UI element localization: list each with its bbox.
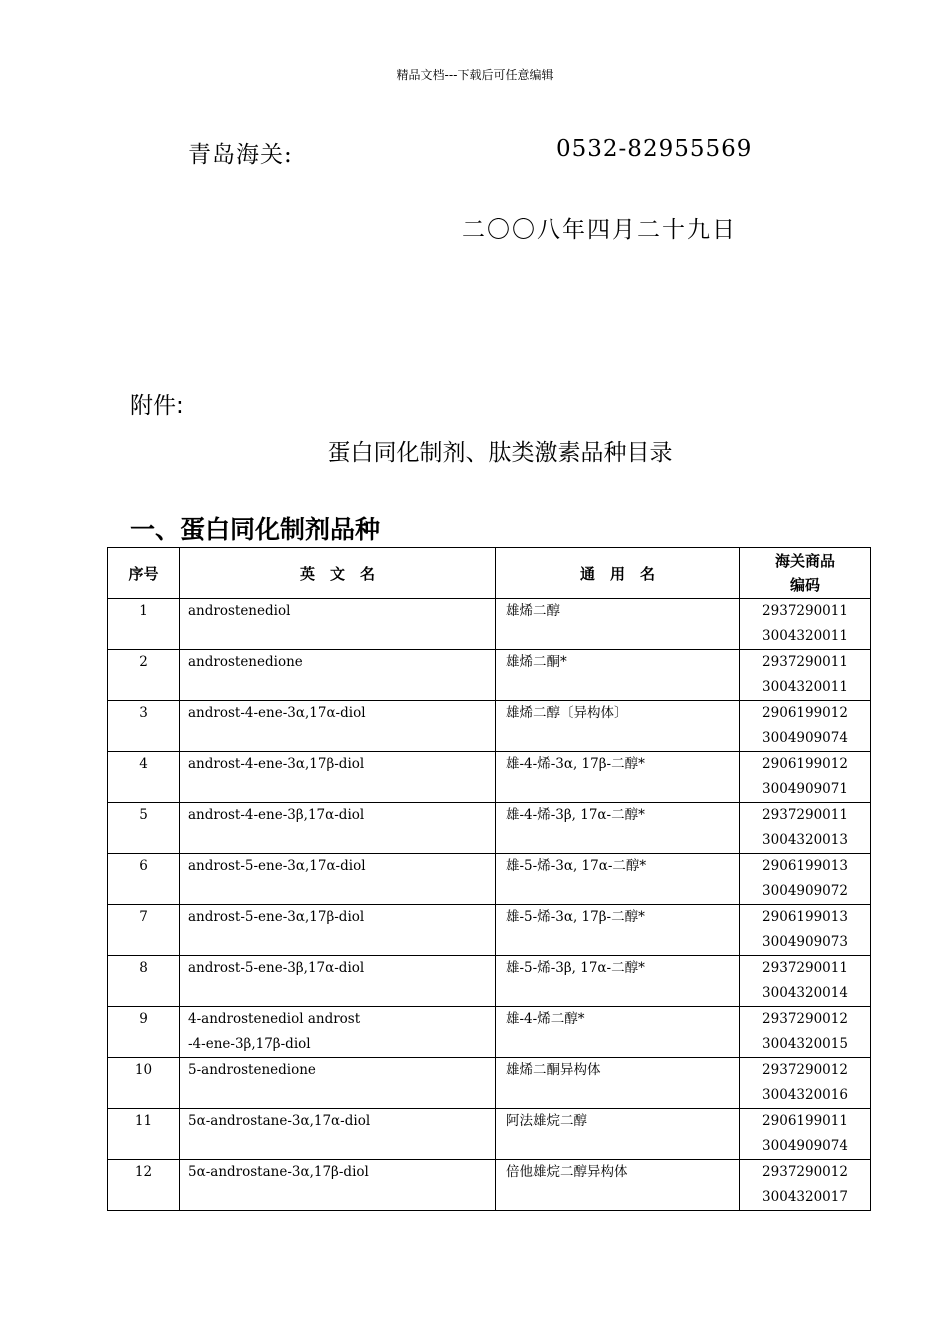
- common-name: 雄-4-烯-3β, 17α-二醇*: [496, 803, 740, 854]
- common-name: 倍他雄烷二醇异构体: [496, 1160, 740, 1211]
- customs-code-1: 2937290012: [762, 1062, 848, 1078]
- customs-code-1: 2906199013: [762, 858, 848, 874]
- english-name-line1: androstenedione: [188, 654, 303, 670]
- english-name-line1: androst-4-ene-3α,17α-diol: [188, 705, 366, 721]
- customs-code-2: 3004909074: [762, 730, 848, 746]
- customs-phone: 0532-82955569: [556, 136, 753, 162]
- customs-code-2: 3004320011: [762, 679, 848, 695]
- row-number: 12: [108, 1160, 180, 1211]
- common-name: 阿法雄烷二醇: [496, 1109, 740, 1160]
- row-number: 9: [108, 1007, 180, 1058]
- header-no: 序号: [108, 548, 180, 599]
- row-number: 4: [108, 752, 180, 803]
- english-name: [180, 1160, 496, 1211]
- document-title: 蛋白同化制剂、肽类激素品种目录: [327, 440, 673, 466]
- customs-code-2: 3004909074: [762, 1138, 848, 1154]
- english-name-line1: androst-4-ene-3α,17β-diol: [188, 756, 365, 772]
- common-name: 雄烯二酮异构体: [496, 1058, 740, 1109]
- customs-codes: [740, 599, 871, 650]
- table-row: [108, 854, 871, 905]
- english-name-line1: 4-androstenediol androst: [188, 1011, 361, 1027]
- row-number: 10: [108, 1058, 180, 1109]
- customs-codes: [740, 1007, 871, 1058]
- row-number: 5: [108, 803, 180, 854]
- table-row: [108, 599, 871, 650]
- header-code-line1: 海关商品: [774, 552, 835, 570]
- common-name: 雄烯二醇: [496, 599, 740, 650]
- table-row: [108, 650, 871, 701]
- common-name: 雄-4-烯二醇*: [496, 1007, 740, 1058]
- customs-code-2: 3004909073: [762, 934, 848, 950]
- english-name: [180, 1058, 496, 1109]
- customs-codes: [740, 956, 871, 1007]
- page-header-note: 精品文档---下载后可任意编辑: [396, 68, 554, 82]
- table-row: [108, 752, 871, 803]
- english-name: [180, 905, 496, 956]
- substance-table: [107, 547, 871, 1211]
- common-name: 雄-5-烯-3α, 17α-二醇*: [496, 854, 740, 905]
- customs-codes: [740, 1109, 871, 1160]
- letter-date: 二〇〇八年四月二十九日: [462, 217, 737, 243]
- table-row: [108, 956, 871, 1007]
- section-title: 一、蛋白同化制剂品种: [130, 515, 381, 544]
- customs-codes: [740, 905, 871, 956]
- row-number: 8: [108, 956, 180, 1007]
- row-number: 1: [108, 599, 180, 650]
- customs-code-1: 2937290011: [762, 960, 848, 976]
- english-name-line1: androst-5-ene-3β,17α-diol: [188, 960, 365, 976]
- common-name: 雄烯二醇〔异构体〕: [496, 701, 740, 752]
- customs-code-2: 3004909071: [762, 781, 848, 797]
- english-name-line1: 5-androstenedione: [188, 1062, 316, 1078]
- customs-code-2: 3004320017: [762, 1189, 848, 1205]
- customs-code-1: 2937290012: [762, 1164, 848, 1180]
- header-common-name: 通 用 名: [496, 548, 740, 599]
- header-customs-code: [740, 548, 871, 599]
- customs-code-1: 2906199013: [762, 909, 848, 925]
- customs-codes: [740, 1160, 871, 1211]
- customs-codes: [740, 1058, 871, 1109]
- english-name-line1: androst-5-ene-3α,17β-diol: [188, 909, 365, 925]
- header-code-line2: 编码: [789, 576, 820, 594]
- english-name-line1: 5α-androstane-3α,17α-diol: [188, 1113, 371, 1129]
- customs-code-2: 3004320015: [762, 1036, 848, 1052]
- header-english-name: 英 文 名: [180, 548, 496, 599]
- common-name: 雄烯二酮*: [496, 650, 740, 701]
- table-row: [108, 701, 871, 752]
- english-name-line2: -4-ene-3β,17β-diol: [188, 1036, 311, 1052]
- table-row: [108, 1109, 871, 1160]
- attachment-label: 附件:: [130, 393, 184, 419]
- common-name: 雄-4-烯-3α, 17β-二醇*: [496, 752, 740, 803]
- english-name-line1: androst-5-ene-3α,17α-diol: [188, 858, 366, 874]
- table-row: [108, 905, 871, 956]
- english-name: [180, 803, 496, 854]
- english-name: [180, 599, 496, 650]
- customs-code-2: 3004320011: [762, 628, 848, 644]
- table-row: [108, 1058, 871, 1109]
- customs-codes: [740, 650, 871, 701]
- customs-code-1: 2906199012: [762, 705, 848, 721]
- customs-code-2: 3004909072: [762, 883, 848, 899]
- english-name: [180, 956, 496, 1007]
- customs-code-1: 2937290012: [762, 1011, 848, 1027]
- customs-code-2: 3004320016: [762, 1087, 848, 1103]
- common-name: 雄-5-烯-3β, 17α-二醇*: [496, 956, 740, 1007]
- common-name: 雄-5-烯-3α, 17β-二醇*: [496, 905, 740, 956]
- english-name: [180, 650, 496, 701]
- customs-codes: [740, 854, 871, 905]
- customs-codes: [740, 752, 871, 803]
- row-number: 11: [108, 1109, 180, 1160]
- english-name-line1: 5α-androstane-3α,17β-diol: [188, 1164, 369, 1180]
- english-name-line1: androst-4-ene-3β,17α-diol: [188, 807, 365, 823]
- customs-code-2: 3004320014: [762, 985, 848, 1001]
- english-name: [180, 1007, 496, 1058]
- english-name: [180, 854, 496, 905]
- row-number: 2: [108, 650, 180, 701]
- customs-code-1: 2937290011: [762, 654, 848, 670]
- english-name: [180, 1109, 496, 1160]
- table-row: [108, 1160, 871, 1211]
- english-name: [180, 701, 496, 752]
- customs-codes: [740, 701, 871, 752]
- table-row: [108, 1007, 871, 1058]
- table-header-row: [108, 548, 871, 599]
- customs-code-1: 2906199011: [762, 1113, 848, 1129]
- customs-code-1: 2906199012: [762, 756, 848, 772]
- customs-codes: [740, 803, 871, 854]
- row-number: 3: [108, 701, 180, 752]
- row-number: 7: [108, 905, 180, 956]
- customs-code-2: 3004320013: [762, 832, 848, 848]
- customs-code-1: 2937290011: [762, 807, 848, 823]
- customs-code-1: 2937290011: [762, 603, 848, 619]
- customs-name: 青岛海关:: [188, 142, 293, 168]
- table-row: [108, 803, 871, 854]
- english-name: [180, 752, 496, 803]
- row-number: 6: [108, 854, 180, 905]
- english-name-line1: androstenediol: [188, 603, 291, 619]
